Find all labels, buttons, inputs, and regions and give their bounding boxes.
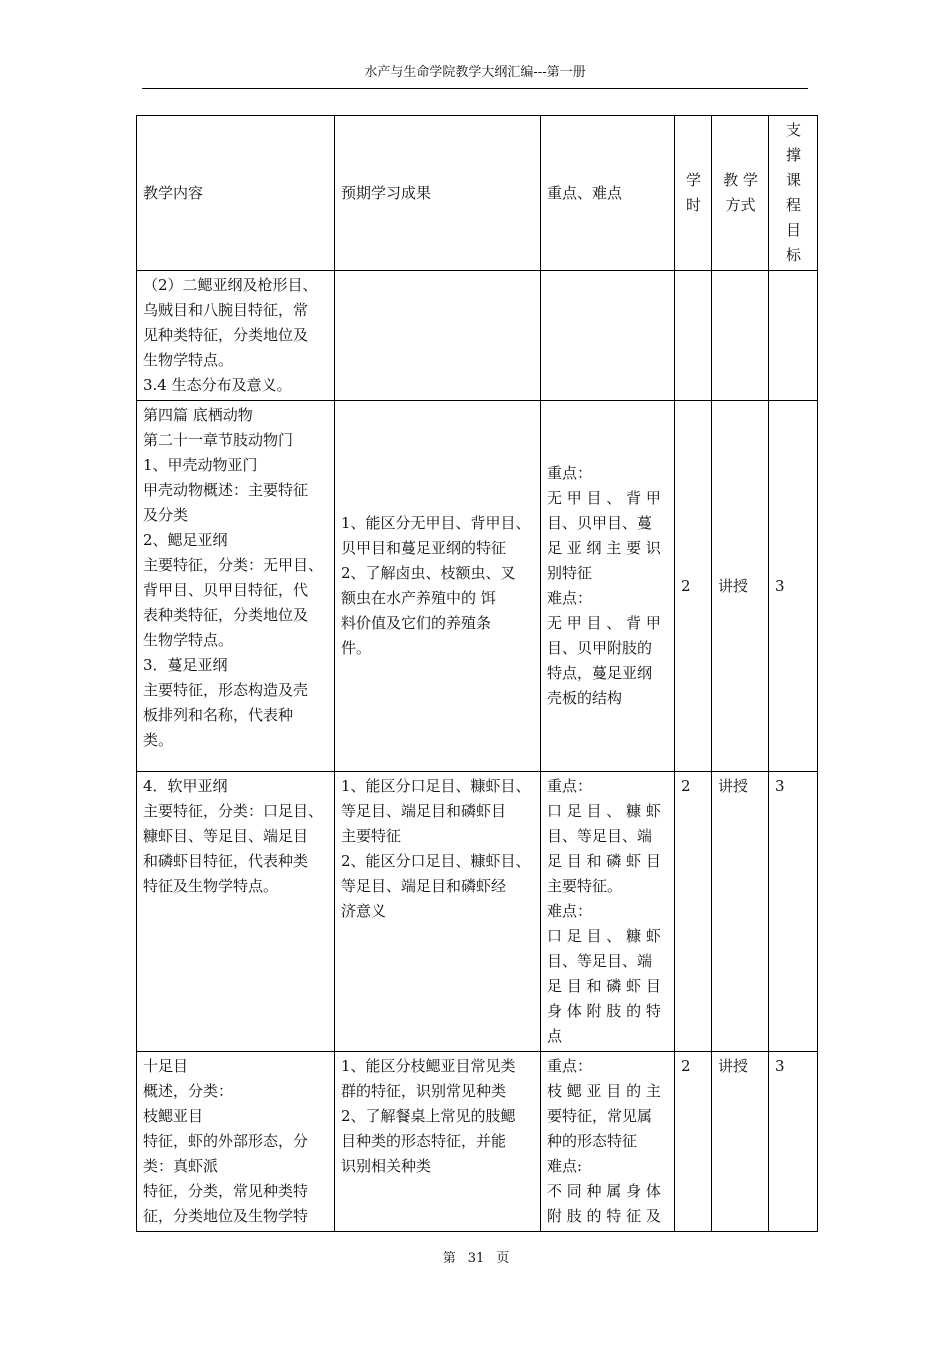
cell-line: 目、等足目、端 xyxy=(547,952,653,970)
cell-key xyxy=(541,772,675,1052)
cell-outcome xyxy=(335,772,541,1052)
cell-content xyxy=(137,401,335,772)
cell-hours xyxy=(675,271,712,401)
cell-line: 主要特征 xyxy=(341,827,402,845)
cell-line: 无 甲 目 、 背 甲 xyxy=(547,614,661,632)
cell-line: 特征，虾的外部形态，分 xyxy=(143,1132,309,1150)
cell-method xyxy=(712,271,769,401)
table-row xyxy=(137,772,818,1052)
cell-line: 等足目、端足目和磷虾经 xyxy=(341,877,507,895)
cell-line: 主要特征。 xyxy=(547,877,623,895)
cell-line: 2、鳃足亚纲 xyxy=(143,531,228,549)
cell-line: 主要特征，分类：口足目、 xyxy=(143,802,324,820)
header-key-points: 重点、难点 xyxy=(541,116,675,271)
cell-line: 类。 xyxy=(143,731,174,749)
cell-line: 济意义 xyxy=(341,902,387,920)
cell-line: 重点： xyxy=(547,777,593,795)
cell-line: 征，分类地位及生物学特 xyxy=(143,1207,309,1225)
cell-line: 额虫在水产养殖中的 饵 xyxy=(341,589,496,607)
cell-line: 2、能区分口足目、糠虾目、 xyxy=(341,852,531,870)
cell-line: 板排列和名称，代表种 xyxy=(143,706,294,724)
cell-line: 背甲目、贝甲目特征，代 xyxy=(143,581,309,599)
cell-line: 难点: xyxy=(547,1157,583,1175)
cell-line: 壳板的结构 xyxy=(547,689,623,707)
cell-line: 足 亚 纲 主 要 识 xyxy=(547,539,661,557)
table-row xyxy=(137,1052,818,1232)
cell-method: 讲授 xyxy=(712,772,769,1052)
cell-line: 特点，蔓足亚纲 xyxy=(547,664,653,682)
cell-line: 目、贝甲附肢的 xyxy=(547,639,653,657)
cell-line: 类：真虾派 xyxy=(143,1157,219,1175)
cell-line: 附 肢 的 特 征 及 xyxy=(547,1207,661,1225)
cell-line: 1、能区分无甲目、背甲目、 xyxy=(341,514,531,532)
cell-line: 枝 鳃 亚 目 的 主 xyxy=(547,1082,661,1100)
cell-line: 3.4 生态分布及意义。 xyxy=(143,376,292,394)
cell-line: 要特征，常见属 xyxy=(547,1107,653,1125)
cell-line: 十足目 xyxy=(143,1057,189,1075)
cell-outcome xyxy=(335,401,541,772)
cell-key xyxy=(541,401,675,772)
cell-line: 和磷虾目特征，代表种类 xyxy=(143,852,309,870)
cell-line: 目、贝甲目、蔓 xyxy=(547,514,653,532)
header-support xyxy=(769,116,818,271)
cell-line: 目种类的形态特征，并能 xyxy=(341,1132,507,1150)
cell-line: 2、了解餐桌上常见的肢鳃 xyxy=(341,1107,516,1125)
cell-line: 身 体 附 肢 的 特 xyxy=(547,1002,661,1020)
cell-line: 目、等足目、端 xyxy=(547,827,653,845)
cell-line: 第四篇 底栖动物 xyxy=(143,406,253,424)
footer-suffix: 页 xyxy=(496,1251,510,1266)
header-line: 标 xyxy=(785,246,801,264)
cell-key xyxy=(541,271,675,401)
header-method xyxy=(712,116,769,271)
header-support-lines xyxy=(775,118,812,268)
cell-line: 见种类特征，分类地位及 xyxy=(143,326,309,344)
cell-line: 种的形态特征 xyxy=(547,1132,638,1150)
cell-line: 口 足 目 、 糠 虾 xyxy=(547,802,661,820)
cell-line: 乌贼目和八腕目特征，常 xyxy=(143,301,309,319)
header-content: 教学内容 xyxy=(137,116,335,271)
header-line: 支 xyxy=(785,121,801,139)
cell-line: 主要特征，分类：无甲目、 xyxy=(143,556,324,574)
cell-line: 1、能区分口足目、糠虾目、 xyxy=(341,777,531,795)
header-outcome: 预期学习成果 xyxy=(335,116,541,271)
page-footer xyxy=(0,1250,952,1268)
cell-hours: 2 xyxy=(675,772,712,1052)
cell-line: 1、甲壳动物亚门 xyxy=(143,456,258,474)
cell-outcome xyxy=(335,271,541,401)
header-line: 学 xyxy=(685,171,701,189)
page-header: 水产与生命学院教学大纲汇编---第一册 xyxy=(142,64,808,89)
cell-line: 难点： xyxy=(547,589,593,607)
cell-line: 4．软甲亚纲 xyxy=(143,777,228,795)
cell-support xyxy=(769,271,818,401)
cell-line: 料价值及它们的养殖条 xyxy=(341,614,492,632)
cell-line: 1、能区分枝鳃亚目常见类 xyxy=(341,1057,516,1075)
cell-line: 生物学特点。 xyxy=(143,631,234,649)
cell-line: 口 足 目 、 糠 虾 xyxy=(547,927,661,945)
cell-line: 贝甲目和蔓足亚纲的特征 xyxy=(341,539,507,557)
cell-content xyxy=(137,1052,335,1232)
cell-line: 无 甲 目 、 背 甲 xyxy=(547,489,661,507)
cell-hours: 2 xyxy=(675,1052,712,1232)
cell-line: 件。 xyxy=(341,639,372,657)
table-row xyxy=(137,401,818,772)
header-method-lines xyxy=(718,168,763,218)
header-hours xyxy=(675,116,712,271)
cell-line: 等足目、端足目和磷虾目 xyxy=(341,802,507,820)
cell-line: 及分类 xyxy=(143,506,189,524)
header-line: 时 xyxy=(685,196,701,214)
cell-method: 讲授 xyxy=(712,1052,769,1232)
cell-support: 3 xyxy=(769,772,818,1052)
cell-line: （2）二鳃亚纲及枪形目、 xyxy=(143,276,318,294)
cell-support: 3 xyxy=(769,401,818,772)
header-line: 目 xyxy=(785,221,801,239)
cell-support: 3 xyxy=(769,1052,818,1232)
cell-line: 表种类特征，分类地位及 xyxy=(143,606,309,624)
cell-line: 难点： xyxy=(547,902,593,920)
header-line: 课 xyxy=(785,171,801,189)
cell-line: 糠虾目、等足目、端足目 xyxy=(143,827,309,845)
cell-key xyxy=(541,1052,675,1232)
cell-line: 2、了解卤虫、枝额虫、叉 xyxy=(341,564,516,582)
footer-prefix: 第 xyxy=(442,1251,456,1266)
cell-line: 识别相关种类 xyxy=(341,1157,432,1175)
syllabus-table xyxy=(136,115,818,1232)
cell-outcome xyxy=(335,1052,541,1232)
cell-line: 足 目 和 磷 虾 目 xyxy=(547,977,661,995)
cell-line: 3．蔓足亚纲 xyxy=(143,656,228,674)
cell-line: 重点： xyxy=(547,464,593,482)
cell-line: 第二十一章节肢动物门 xyxy=(143,431,294,449)
cell-line: 点 xyxy=(547,1027,563,1045)
header-line: 撑 xyxy=(785,146,801,164)
cell-line: 甲壳动物概述：主要特征 xyxy=(143,481,309,499)
header-hours-lines xyxy=(681,168,706,218)
page-number: 31 xyxy=(467,1251,485,1266)
cell-line: 主要特征，形态构造及壳 xyxy=(143,681,309,699)
cell-content xyxy=(137,271,335,401)
header-line: 方式 xyxy=(725,196,756,214)
cell-line: 不 同 种 属 身 体 xyxy=(547,1182,661,1200)
cell-hours: 2 xyxy=(675,401,712,772)
cell-content xyxy=(137,772,335,1052)
cell-line: 特征，分类，常见种类特 xyxy=(143,1182,309,1200)
cell-line: 特征及生物学特点。 xyxy=(143,877,279,895)
cell-line: 概述，分类： xyxy=(143,1082,234,1100)
cell-line: 群的特征，识别常见种类 xyxy=(341,1082,507,1100)
table-header-row xyxy=(137,116,818,271)
header-line: 程 xyxy=(785,196,801,214)
cell-line: 足 目 和 磷 虾 目 xyxy=(547,852,661,870)
cell-line: 别特征 xyxy=(547,564,593,582)
table-row xyxy=(137,271,818,401)
cell-line: 枝鳃亚目 xyxy=(143,1107,204,1125)
cell-line: 重点： xyxy=(547,1057,593,1075)
cell-method: 讲授 xyxy=(712,401,769,772)
cell-line: 生物学特点。 xyxy=(143,351,234,369)
header-line: 教 学 xyxy=(723,171,758,189)
